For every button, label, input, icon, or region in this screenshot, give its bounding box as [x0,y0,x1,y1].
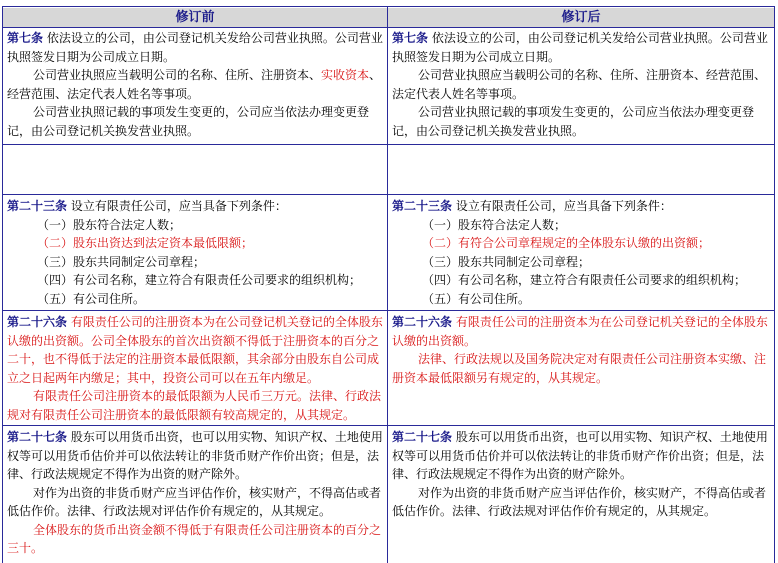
list-item: （五）有公司住所。 [422,291,531,306]
paragraph: 有限责任公司的注册资本为在公司登记机关登记的全体股东认缴的出资额。 [392,315,768,348]
row4-after [388,428,774,521]
paragraph: 对作为出资的非货币财产应当评估作价，核实财产，不得高估或者低估作价。法律、行政法规对评估作价有规定的，从其规定。 [392,485,767,518]
header-before: 修订前 [3,8,387,27]
rule [774,6,775,563]
article-number: 第二十七条 [392,430,453,444]
paragraph: 、经营范围、法定代表人姓名等事项。 [7,68,382,101]
paragraph: 公司营业执照应当载明公司的名称、住所、注册资本、经营范围、法定代表人姓名等事项。 [392,68,767,101]
row1-after [388,29,774,140]
article-number: 第七条 [7,31,44,45]
list-item: （四）有公司名称，建立符合有限责任公司要求的组织机构； [422,273,747,287]
paragraph: 公司营业执照应当载明公司的名称、住所、注册资本、 [33,68,322,82]
row1-before [3,29,387,140]
list-item: （三）股东共同制定公司章程； [422,254,591,269]
paragraph: 对作为出资的非货币财产应当评估作价，核实财产，不得高估或者低估作价。法律、行政法规对评估作价有规定的，从其规定。 [7,485,382,518]
paragraph: 有限责任公司注册资本的最低限额为人民币三万元。法律、行政法规对有限责任公司注册资本的最低限额有较高规定的，从其规定。 [7,389,382,422]
paragraph: 法律、行政法规以及国务院决定对有限责任公司注册资本实缴、注册资本最低限额另有规定的，从其规定。 [392,352,767,385]
paragraph: 公司营业执照记载的事项发生变更的，公司应当依法办理变更登记，由公司登记机关换发营业执照。 [7,105,370,138]
list-item: （一）股东符合法定人数； [37,217,182,232]
row2-before [3,197,387,308]
row3-before [3,313,387,424]
rule [2,425,775,426]
list-item: （四）有公司名称，建立符合有限责任公司要求的组织机构； [37,273,362,287]
row4-before [3,428,387,558]
list-item-changed: （二）股东出资达到法定资本最低限额； [37,236,254,250]
paragraph: 设立有限责任公司，应当具备下列条件： [455,199,672,213]
paragraph: 依法设立的公司，由公司登记机关发给公司营业执照。公司营业执照签发日期为公司成立日期。 [392,31,768,64]
article-number: 第七条 [392,31,429,45]
list-item: （三）股东共同制定公司章程； [37,254,206,269]
list-item-changed: （二）有符合公司章程规定的全体股东认缴的出资额； [422,236,711,250]
rule [2,6,775,7]
header-after: 修订后 [388,8,774,27]
row3-after [388,313,774,387]
rule [2,194,775,195]
list-item: （五）有公司住所。 [37,291,146,306]
article-number: 第二十七条 [7,430,68,444]
paragraph: 股东可以用货币出资，也可以用实物、知识产权、土地使用权等可以用货币估价并可以依法转让的非货币财产作价出资；但是，法律、行政法规规定不得作为出资的财产除外。 [7,430,383,481]
rule [2,310,775,311]
paragraph: 有限责任公司的注册资本为在公司登记机关登记的全体股东认缴的出资额。公司全体股东的首次出资额不得低于注册资本的百分之二十，也不得低于法定的注册资本最低限额，其余部分由股东自公司成立之日起两年内缴足；其中，投资公司可以在五年内缴足。 [7,315,383,385]
paragraph: 公司营业执照记载的事项发生变更的，公司应当依法办理变更登记，由公司登记机关换发营业执照。 [392,105,755,138]
rule [2,144,775,145]
paragraph: 依法设立的公司，由公司登记机关发给公司营业执照。公司营业执照签发日期为公司成立日期。 [7,31,383,64]
article-number: 第二十三条 [7,199,68,213]
list-item: （一）股东符合法定人数； [422,217,567,232]
paragraph: 股东可以用货币出资，也可以用实物、知识产权、土地使用权等可以用货币估价并可以依法转让的非货币财产作价出资；但是，法律、行政法规规定不得作为出资的财产除外。 [392,430,768,481]
row2-after [388,197,774,308]
article-number: 第二十六条 [392,315,453,329]
paragraph: 设立有限责任公司，应当具备下列条件： [70,199,287,213]
article-number: 第二十六条 [7,315,68,329]
removed-paragraph: 全体股东的货币出资金额不得低于有限责任公司注册资本的百分之三十。 [7,522,382,555]
rule [2,27,775,28]
article-number: 第二十三条 [392,199,453,213]
removed-text: 实收资本 [321,68,370,82]
